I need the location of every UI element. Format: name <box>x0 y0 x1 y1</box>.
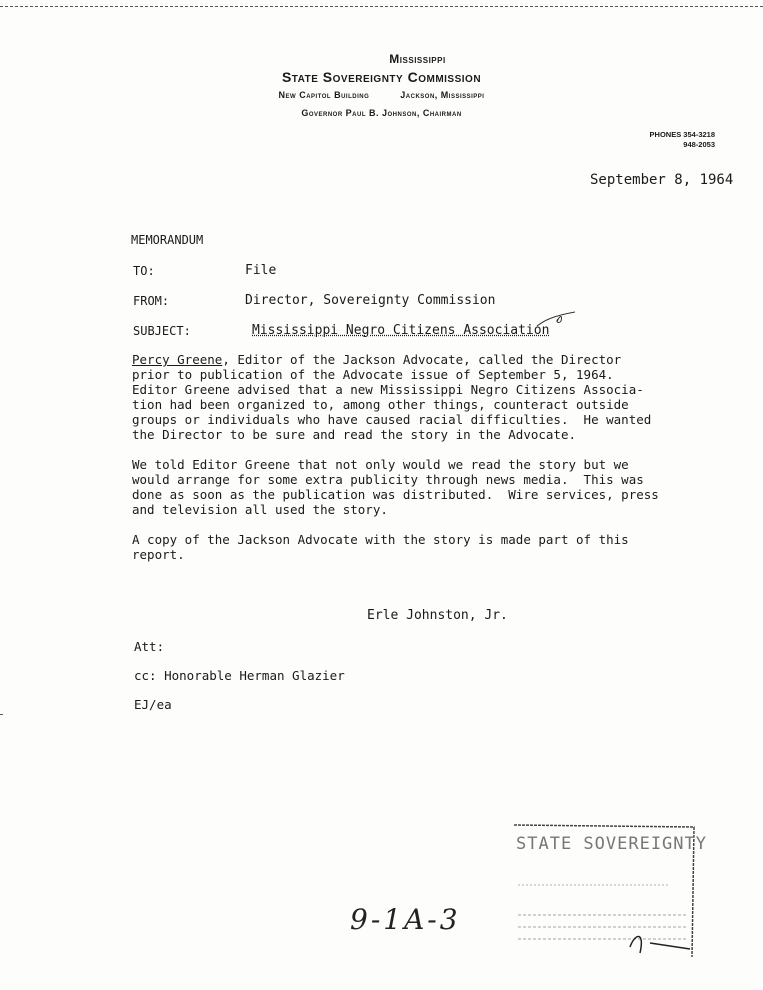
memo-date: September 8, 1964 <box>590 172 734 188</box>
letterhead-state: Mississippi <box>389 52 446 66</box>
body-paragraph-3: A copy of the Jackson Advocate with the story is made part of this report. <box>132 532 629 562</box>
phone-numbers <box>650 130 715 150</box>
phone-2: 948-2053 <box>683 140 715 149</box>
letterhead-city: Jackson, Mississippi <box>400 90 485 100</box>
scan-top-edge <box>0 6 763 7</box>
cc-line: cc: Honorable Herman Glazier <box>134 668 345 683</box>
from-value: Director, Sovereignty Commission <box>245 293 496 308</box>
body-paragraph-2: We told Editor Greene that not only would we read the story but we would arrange for some extra publicity through news media. This was done as soon as the publication was distributed. Wire services, press and television all used the story. <box>132 457 659 517</box>
body-paragraph-1 <box>132 352 672 442</box>
handwritten-checkmark <box>535 308 579 330</box>
letterhead-governor: Governor Paul B. Johnson, Chairman <box>301 108 462 118</box>
scan-margin-mark <box>0 714 3 715</box>
to-label: TO: <box>133 264 155 278</box>
handwritten-file-number: 9-1A-3 <box>350 903 461 936</box>
to-value: File <box>245 263 277 278</box>
reference-initials: EJ/ea <box>134 697 172 712</box>
signature-name: Erle Johnston, Jr. <box>367 608 508 623</box>
person-name: Percy Greene <box>132 352 223 367</box>
letterhead-building: New Capitol Building <box>278 90 370 100</box>
phone-1: PHONES 354-3218 <box>649 130 715 139</box>
from-label: FROM: <box>133 294 170 308</box>
letterhead-address <box>0 90 763 100</box>
attachment-label: Att: <box>134 639 165 654</box>
stamp-text: STATE SOVEREIGNTY <box>516 834 707 854</box>
memo-heading: MEMORANDUM <box>131 233 204 247</box>
letterhead-commission: State Sovereignty Commission <box>281 69 482 85</box>
body-paragraph-1-text: , Editor of the Jackson Advocate, called the Director prior to publication of the Advocate issue of September 5, 1964. Editor Greene advised that a new Mississippi Negro Citizens Associa- tion had been organized to, among other things, counteract outside groups or individuals who have caused racial difficulties. He wanted the Director to be sure and read the story in the Advocate. <box>132 352 652 442</box>
subject-value: Mississippi Negro Citizens Association <box>252 323 550 338</box>
subject-label: SUBJECT: <box>133 324 191 338</box>
